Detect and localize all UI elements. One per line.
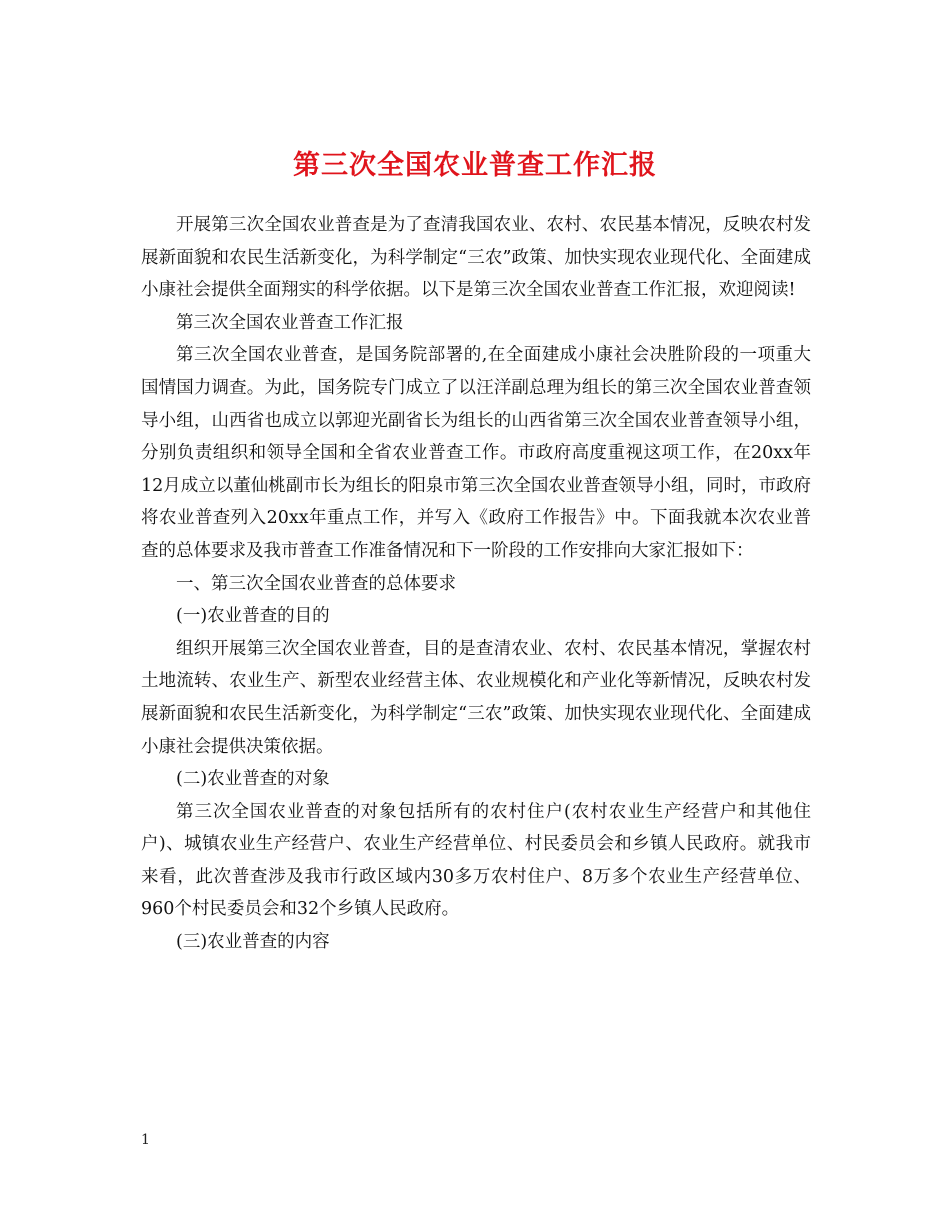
document-title: 第三次全国农业普查工作汇报 <box>293 150 657 182</box>
subsection-heading: (三)农业普查的内容 <box>176 932 330 953</box>
report-subtitle: 第三次全国农业普查工作汇报 <box>176 312 404 333</box>
intro-paragraph: 开展第三次全国农业普查是为了查清我国农业、农村、农民基本情况，反映农村发展新面貌和农民生活新变化，为科学制定“三农”政策、加快实现农业现代化、全面建成小康社会提供全面翔实的科学依据。以下是第三次全国农业普查工作汇报，欢迎阅读! <box>141 215 811 301</box>
subsection-heading: (一)农业普查的目的 <box>176 606 330 627</box>
page-number: 1 <box>141 1132 150 1148</box>
body-paragraph: 组织开展第三次全国农业普查，目的是查清农业、农村、农民基本情况，掌握农村土地流转、农业生产、新型农业经营主体、农业规模化和产业化等新情况，反映农村发展新面貌和农民生活新变化，为科学制定“三农”政策、加快实现农业现代化、全面建成小康社会提供决策依据。 <box>141 638 811 757</box>
section-heading: 一、第三次全国农业普查的总体要求 <box>176 573 456 594</box>
body-paragraph: 第三次全国农业普查，是国务院部署的,在全面建成小康社会决胜阶段的一项重大国情国力调查。为此，国务院专门成立了以汪洋副总理为组长的第三次全国农业普查领导小组，山西省也成立以郭迎光副省长为组长的山西省第三次全国农业普查领导小组，分别负责组织和领导全国和全省农业普查工作。市政府高度重视这项工作，在20xx年12月成立以董仙桃副市长为组长的阳泉市第三次全国农业普查领导小组，同时，市政府将农业普查列入20xx年重点工作，并写入《政府工作报告》中。下面我就本次农业普查的总体要求及我市普查工作准备情况和下一阶段的工作安排向大家汇报如下： <box>141 345 811 561</box>
subsection-heading: (二)农业普查的对象 <box>176 769 330 790</box>
body-paragraph: 第三次全国农业普查的对象包括所有的农村住户(农村农业生产经营户和其他住户)、城镇农业生产经营户、农业生产经营单位、村民委员会和乡镇人民政府。就我市来看，此次普查涉及我市行政区域内30多万农村住户、8万多个农业生产经营单位、960个村民委员会和32个乡镇人民政府。 <box>141 801 811 920</box>
document-body <box>141 209 811 959</box>
